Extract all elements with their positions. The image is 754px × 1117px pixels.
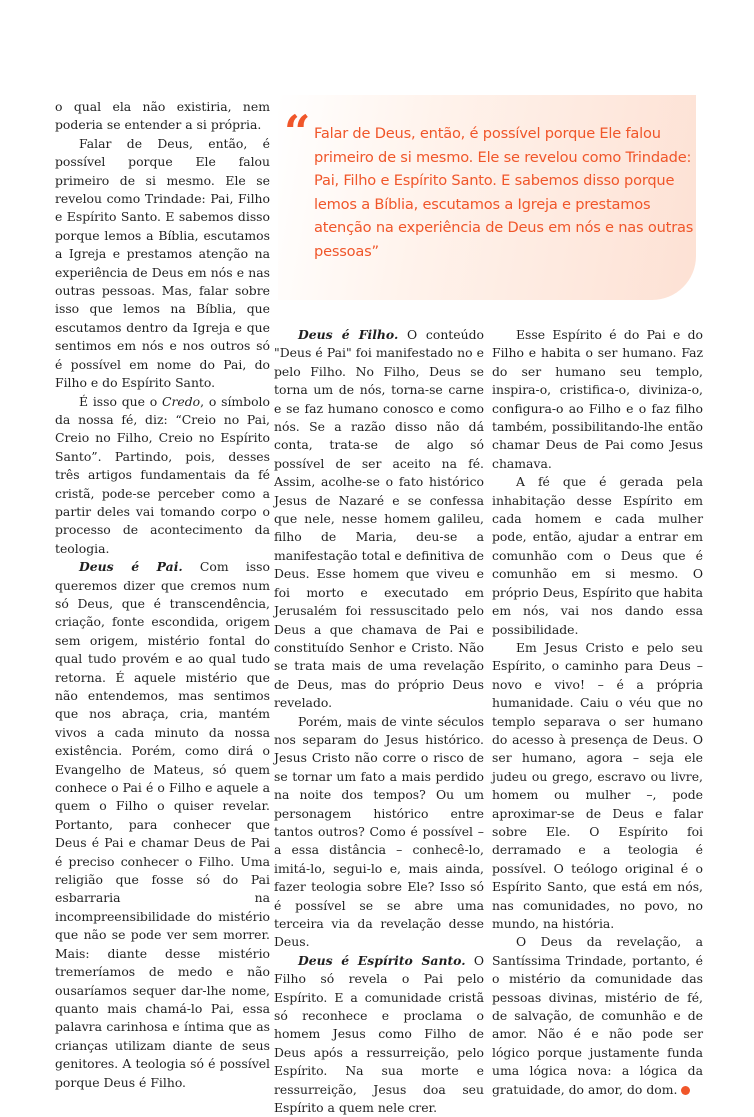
column-1 <box>55 98 270 1092</box>
text: É isso que o <box>79 393 162 409</box>
paragraph: Esse Espírito é do Pai e do Filho e habita o ser humano. Faz do ser humano seu templo, inspira-o, cristifica-o, diviniza-o, configura-o ao Filho e o faz filho também, possibilitando-lhe então chamar Deus de Pai como Jesus chamava. <box>492 327 703 471</box>
text: Com isso queremos dizer que cremos num só Deus, que é transcendência, criação, fonte escondida, origem sem origem, mistério fontal do qual tudo provém e ao qual tudo retorna. É aquele mistério que não entendemos, mas sentimos que nos abraça, cria, mantém vivos a cada minuto da nossa existência. Porém, como dirá o Evangelho de Mateus, só quem conhece o Pai é o Filho e aquele a quem o Filho o quiser revelar. Portanto, para conhecer que Deus é Pai e chamar Deus de Pai é preciso conhecer o Filho. Uma religião que fosse só do Pai esbarraria na incompreensibilidade do mistério que não se pode ver sem morrer. Mais: diante desse mistério tremeríamos de medo e não ousaríamos sequer dar-lhe nome, quanto mais chamá-lo Pai, essa palavra carinhosa e íntima que as crianças utilizam diante de seus genitores. A teologia só é possível porque Deus é Filho. <box>55 559 270 1090</box>
paragraph: Porém, mais de vinte séculos nos separam do Jesus histórico. Jesus Cristo não corre o risco de se tornar um fato a mais perdido na noite dos tempos? Ou um personagem histórico entre tantos outros? Como é possível – a essa distância – conhecê-lo, imitá-lo, segui-lo e, mais ainda, fazer teologia sobre Ele? Isso só é possível se se abre uma terceira via da revelação desse Deus. <box>274 713 484 950</box>
paragraph: A fé que é gerada pela inhabitação desse Espírito em cada homem e cada mulher pode, então, ajudar a entrar em comunhão com o Deus que é comunhão em si mesmo. O próprio Deus, Espírito que habita em nós, vai nos dando essa possibilidade. <box>492 474 703 637</box>
column-3 <box>492 326 703 1099</box>
end-of-article-dot-icon <box>681 1086 690 1095</box>
column-2 <box>274 326 484 1117</box>
paragraph: Em Jesus Cristo e pelo seu Espírito, o caminho para Deus – novo e vivo! – é a própria humanidade. Caiu o véu que no templo separava o ser humano do acesso à presença de Deus. O ser humano, agora – seja ele judeu ou grego, escravo ou livre, homem ou mulher –, pode aproximar-se de Deus e falar sobre Ele. O Espírito foi derramado e a teologia é possível. O teólogo original é o Espírito Santo, que está em nós, nas comunidades, no povo, no mundo, na história. <box>492 639 703 931</box>
paragraph-deus-e-pai <box>55 558 270 1092</box>
paragraph-deus-e-filho <box>274 326 484 713</box>
pull-quote-box <box>278 95 696 300</box>
section-lead-deus-e-pai: Deus é Pai. <box>79 559 183 575</box>
paragraph-final <box>492 933 703 1099</box>
paragraph-deus-e-espirito-santo <box>274 952 484 1117</box>
section-lead-deus-e-espirito-santo: Deus é Espírito Santo. <box>298 952 466 968</box>
open-quote-icon: “ <box>284 105 311 159</box>
paragraph: Falar de Deus, então, é possível porque Ele falou primeiro de si mesmo. Ele se revelou como Trindade: Pai, Filho e Espírito Santo. E sabemos disso porque lemos a Bíblia, escutamos a Igreja e prestamos atenção na experiência de Deus em nós e nas outras pessoas. Mas, falar sobre isso que lemos na Bíblia, que escutamos dentro da Igreja e que sentimos em nós e nos outros só é possível em nome do Pai, do Filho e do Espírito Santo. <box>55 135 270 391</box>
text: O Deus da revelação, a Santíssima Trindade, portanto, é o mistério da comunidade das pessoas divinas, mistério de fé, de salvação, de comunhão e de amor. Não é e não pode ser lógico porque justamente funda uma lógica nova: a lógica da gratuidade, do amor, do dom. <box>492 934 703 1097</box>
text: , o símbolo da nossa fé, diz: “Creio no Pai, Creio no Filho, Creio no Espírito Santo”. Partindo, pois, desses três artigos fundamentais da fé cristã, pode-se perceber como a partir deles vai tomando corpo o processo de acontecimento da teologia. <box>55 393 270 556</box>
text: O Filho só revela o Pai pelo Espírito. E a comunidade cristã só reconhece e proclama o homem Jesus como Filho de Deus após a ressurreição, pelo Espírito. Na sua morte e ressurreição, Jesus doa seu Espírito a quem nele crer. <box>274 952 484 1116</box>
credo-italic: Credo <box>162 393 201 409</box>
pull-quote-text: Falar de Deus, então, é possível porque Ele falou primeiro de si mesmo. Ele se revelou como Trindade: Pai, Filho e Espírito Santo. E sabemos disso porque lemos a Bíblia, escutamos a Igreja e prestamos atenção na experiência de Deus em nós e nas outras pessoas” <box>314 125 694 260</box>
paragraph-credo <box>55 393 270 559</box>
text: O conteúdo "Deus é Pai" foi manifestado no e pelo Filho. No Filho, Deus se torna um de nós, torna-se carne e se faz humano conosco e como nós. Se a razão disso não dá conta, trata-se de algo só possível de ser aceito na fé. Assim, acolhe-se o fato histórico Jesus de Nazaré e se confessa que nele, nesse homem galileu, filho de Maria, deu-se a manifestação total e definitiva de Deus. Esse homem que viveu e foi morto e executado em Jerusalém foi ressuscitado pelo Deus a que chamava de Pai e constituído Senhor e Cristo. Não se trata mais de uma revelação de Deus, mas do próprio Deus revelado. <box>274 327 484 711</box>
section-lead-deus-e-filho: Deus é Filho. <box>298 327 399 342</box>
paragraph: o qual ela não existiria, nem poderia se entender a si própria. <box>55 99 270 133</box>
